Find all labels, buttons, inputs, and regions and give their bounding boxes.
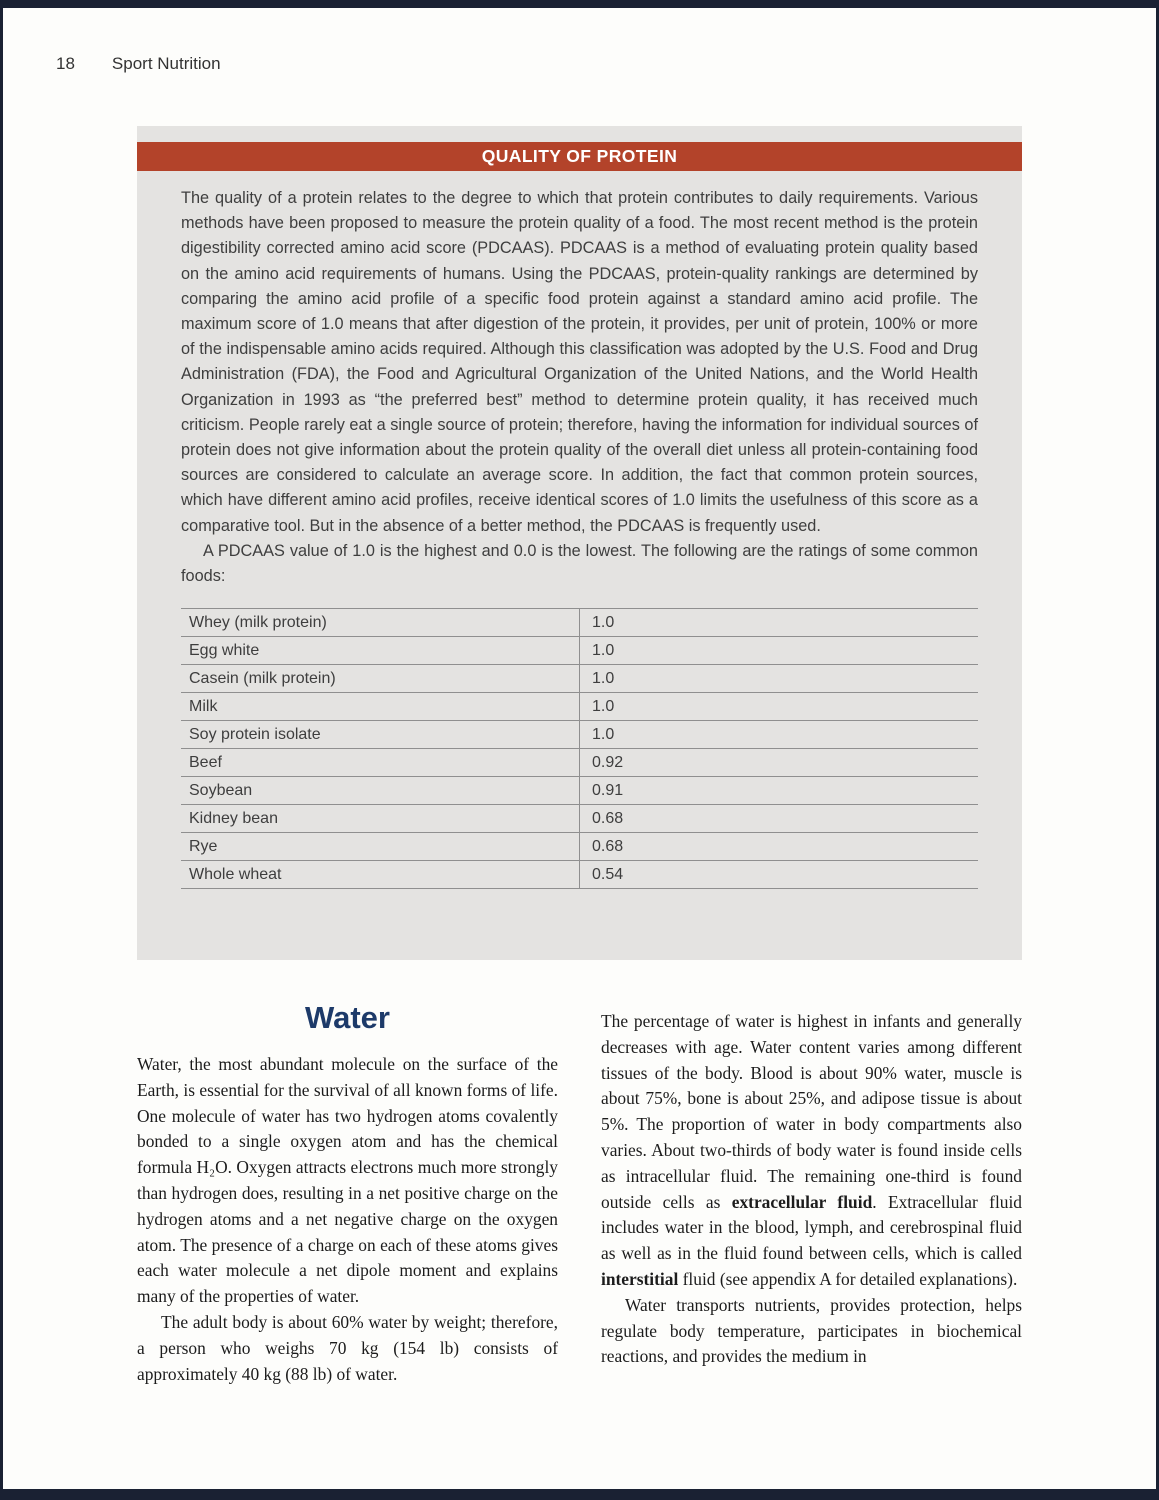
body-paragraph: Water transports nutrients, provides protection, helps regulate body temperature, participates in biochemical reactions, and provides the medium in — [601, 1294, 1022, 1367]
score-cell: 0.68 — [580, 805, 979, 833]
sidebar-paragraph-1: The quality of a protein relates to the degree to which that protein contributes to daily requirements. Various methods have been proposed to measure the protein quality of a food. The most recent method is the protein digestibility corrected amino acid score (PDCAAS). PDCAAS is a method of evaluating protein quality based on the amino acid requirements of humans. Using the PDCAAS, protein-quality rankings are determined by comparing the amino acid profile of a specific food protein against a standard amino acid profile. The maximum score of 1.0 means that after digestion of the protein, it provides, per unit of protein, 100% or more of the indispensable amino acids required. Although this classification was adopted by the U.S. Food and Drug Administration (FDA), the Food and Agricultural Organization of the United Nations, and the World Health Organization in 1993 as “the preferred best” method to determine protein quality, it has received much criticism. People rarely eat a single source of protein; therefore, having the information for individual sources of protein does not give information about the protein quality of the overall diet unless all protein-containing food sources are considered to calculate an average score. In addition, the fact that common protein sources, which have different amino acid profiles, receive identical scores of 1.0 limits the usefulness of this score as a comparative tool. But in the absence of a better method, the PDCAAS is frequently used. — [181, 189, 978, 535]
page-border-bottom — [0, 1489, 1159, 1500]
text-segment: . Extracellular fluid includes water in the blood, lymph, and cerebrospinal fluid as well as in the fluid found between cells, which is called — [601, 1191, 1022, 1264]
sidebar-title-bar — [137, 142, 1022, 171]
score-cell: 1.0 — [580, 665, 979, 693]
running-head-title: Sport Nutrition — [111, 54, 221, 73]
food-name-cell: Milk — [181, 693, 580, 721]
pdcaas-ratings-table — [181, 608, 978, 889]
food-name-cell: Soy protein isolate — [181, 721, 580, 749]
water-left-column — [137, 1052, 558, 1387]
page-number: 18 — [56, 54, 75, 73]
score-cell: 1.0 — [580, 693, 979, 721]
page-border-top — [0, 0, 1159, 8]
quality-of-protein-sidebar — [137, 126, 1022, 960]
food-name-cell: Egg white — [181, 637, 580, 665]
score-cell: 0.54 — [580, 861, 979, 889]
body-paragraph — [601, 1009, 1022, 1293]
sidebar-paragraph-2: A PDCAAS value of 1.0 is the highest and 0.0 is the lowest. The following are the ratings of some common foods: — [181, 541, 978, 586]
table-row — [181, 833, 978, 861]
food-name-cell: Rye — [181, 833, 580, 861]
running-head — [56, 54, 221, 74]
bold-term-extracellular-fluid: extracellular fluid — [731, 1191, 873, 1212]
score-cell: 0.92 — [580, 749, 979, 777]
food-name-cell: Casein (milk protein) — [181, 665, 580, 693]
table-row — [181, 777, 978, 805]
food-name-cell: Kidney bean — [181, 805, 580, 833]
score-cell: 1.0 — [580, 721, 979, 749]
sidebar-title: QUALITY OF PROTEIN — [481, 146, 678, 166]
score-cell: 0.68 — [580, 833, 979, 861]
score-cell: 0.91 — [580, 777, 979, 805]
food-name-cell: Beef — [181, 749, 580, 777]
table-row — [181, 637, 978, 665]
score-cell: 1.0 — [580, 637, 979, 665]
body-paragraph: The adult body is about 60% water by weight; therefore, a person who weighs 70 kg (154 lb) consists of approximately 40 kg (88 lb) of water. — [137, 1311, 558, 1384]
food-name-cell: Whey (milk protein) — [181, 609, 580, 637]
table-row — [181, 721, 978, 749]
table-row — [181, 749, 978, 777]
water-right-column — [601, 1009, 1022, 1370]
page-border-left — [0, 0, 3, 1500]
table-row — [181, 693, 978, 721]
table-row — [181, 805, 978, 833]
text-segment: The percentage of water is highest in infants and generally decreases with age. Water content varies among different tissues of the body. Blood is about 90% water, muscle is about 75%, bone is about 25%, and adipose tissue is about 5%. The proportion of water in body compartments also varies. About two-thirds of body water is found inside cells as intracellular fluid. The remaining one-third is found outside cells as — [601, 1011, 1022, 1212]
body-paragraph: Water, the most abundant molecule on the surface of the Earth, is essential for the survival of all known forms of life. One molecule of water has two hydrogen atoms covalently bonded to a single oxygen atom and has the chemical formula H₂O. Oxygen attracts electrons much more strongly than hydrogen does, resulting in a net positive charge on the hydrogen atoms and a net negative charge on the oxygen atom. The presence of a charge on each of these atoms gives each water molecule a net dipole moment and explains many of the properties of water. — [137, 1054, 558, 1307]
table-row — [181, 665, 978, 693]
food-name-cell: Whole wheat — [181, 861, 580, 889]
sidebar-body — [137, 171, 1022, 889]
text-segment: fluid (see appendix A for detailed explanations). — [678, 1268, 1018, 1289]
table-row — [181, 861, 978, 889]
score-cell: 1.0 — [580, 609, 979, 637]
table-row — [181, 609, 978, 637]
section-heading-water: Water — [305, 1000, 390, 1035]
bold-term-interstitial: interstitial — [601, 1268, 679, 1289]
food-name-cell: Soybean — [181, 777, 580, 805]
